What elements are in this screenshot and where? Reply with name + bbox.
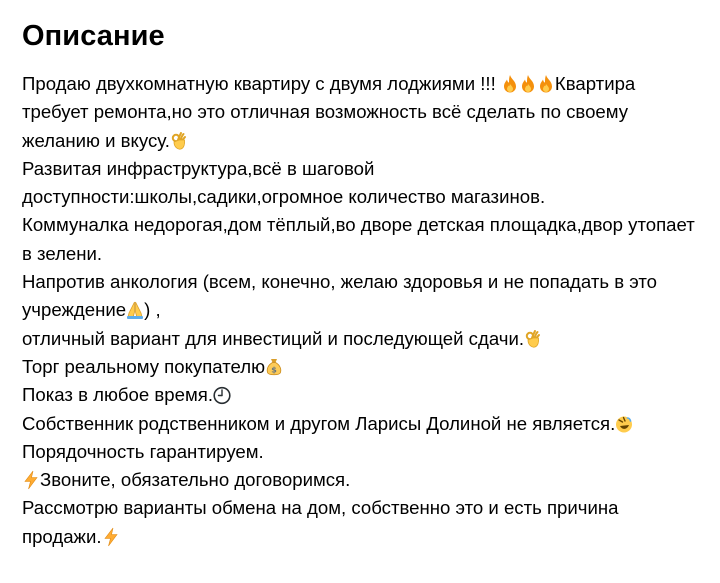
high-voltage-icon xyxy=(22,470,40,490)
description-line xyxy=(22,155,712,183)
line-text: желанию и вкусу. xyxy=(22,129,170,151)
clock-icon xyxy=(213,385,231,405)
description-section xyxy=(22,18,712,551)
description-line xyxy=(22,410,712,438)
line-text: требует ремонта,но это отличная возможность всё сделать по своему xyxy=(22,101,629,123)
description-line xyxy=(22,240,712,268)
fire-icon xyxy=(537,74,555,94)
description-line xyxy=(22,353,712,381)
line-text: Рассмотрю варианты обмена на дом, собственно это и есть причина xyxy=(22,497,619,519)
description-line xyxy=(22,98,712,126)
line-text: Квартира xyxy=(554,73,636,94)
folded-hands-icon xyxy=(126,300,144,320)
description-line xyxy=(22,523,712,551)
high-voltage-icon xyxy=(102,527,120,547)
description-line xyxy=(22,494,712,522)
description-line xyxy=(22,127,712,155)
description-line xyxy=(22,268,712,296)
line-text: отличный вариант для инвестиций и последующей сдачи. xyxy=(22,327,524,349)
description-line xyxy=(22,211,712,239)
description-line xyxy=(22,438,712,466)
description-line xyxy=(22,381,712,409)
line-text: Коммуналка недорогая,дом тёплый,во дворе детская площадка,двор утопает xyxy=(22,214,695,236)
line-text: Показ в любое время. xyxy=(22,384,213,406)
description-line xyxy=(22,183,712,211)
description-line xyxy=(22,70,712,98)
description-line xyxy=(22,466,712,494)
ok-hand-icon xyxy=(524,329,542,349)
line-text: Продаю двухкомнатную квартиру с двумя лоджиями !!! xyxy=(22,73,501,94)
line-text: Порядочность гарантируем. xyxy=(22,440,264,462)
line-text: Торг реальному покупателю xyxy=(22,355,266,377)
line-text: Напротив анкология (всем, конечно, желаю здоровья и не попадать в это xyxy=(22,271,657,293)
money-bag-icon xyxy=(265,357,283,377)
line-text: Развитая инфраструктура,всё в шаговой xyxy=(22,157,375,179)
line-text: учреждение xyxy=(22,299,127,321)
line-text: продажи. xyxy=(22,525,102,547)
line-text: ) , xyxy=(144,299,161,321)
line-text: Звоните, обязательно договоримся. xyxy=(40,469,351,491)
description-text xyxy=(22,70,712,551)
fire-icon xyxy=(501,74,519,94)
line-text: Собственник родственником и другом Ларисы Долиной не является. xyxy=(22,412,616,434)
fire-icon xyxy=(519,74,537,94)
line-text: доступности:школы,садики,огромное количество магазинов. xyxy=(22,186,546,208)
line-text: в зелени. xyxy=(22,242,103,264)
section-heading: Описание xyxy=(22,20,165,52)
rolling-on-floor-laughing-icon xyxy=(615,414,633,434)
description-line xyxy=(22,325,712,353)
svg-text:$: $ xyxy=(271,365,277,375)
ok-hand-icon xyxy=(170,131,188,151)
description-line xyxy=(22,296,712,324)
